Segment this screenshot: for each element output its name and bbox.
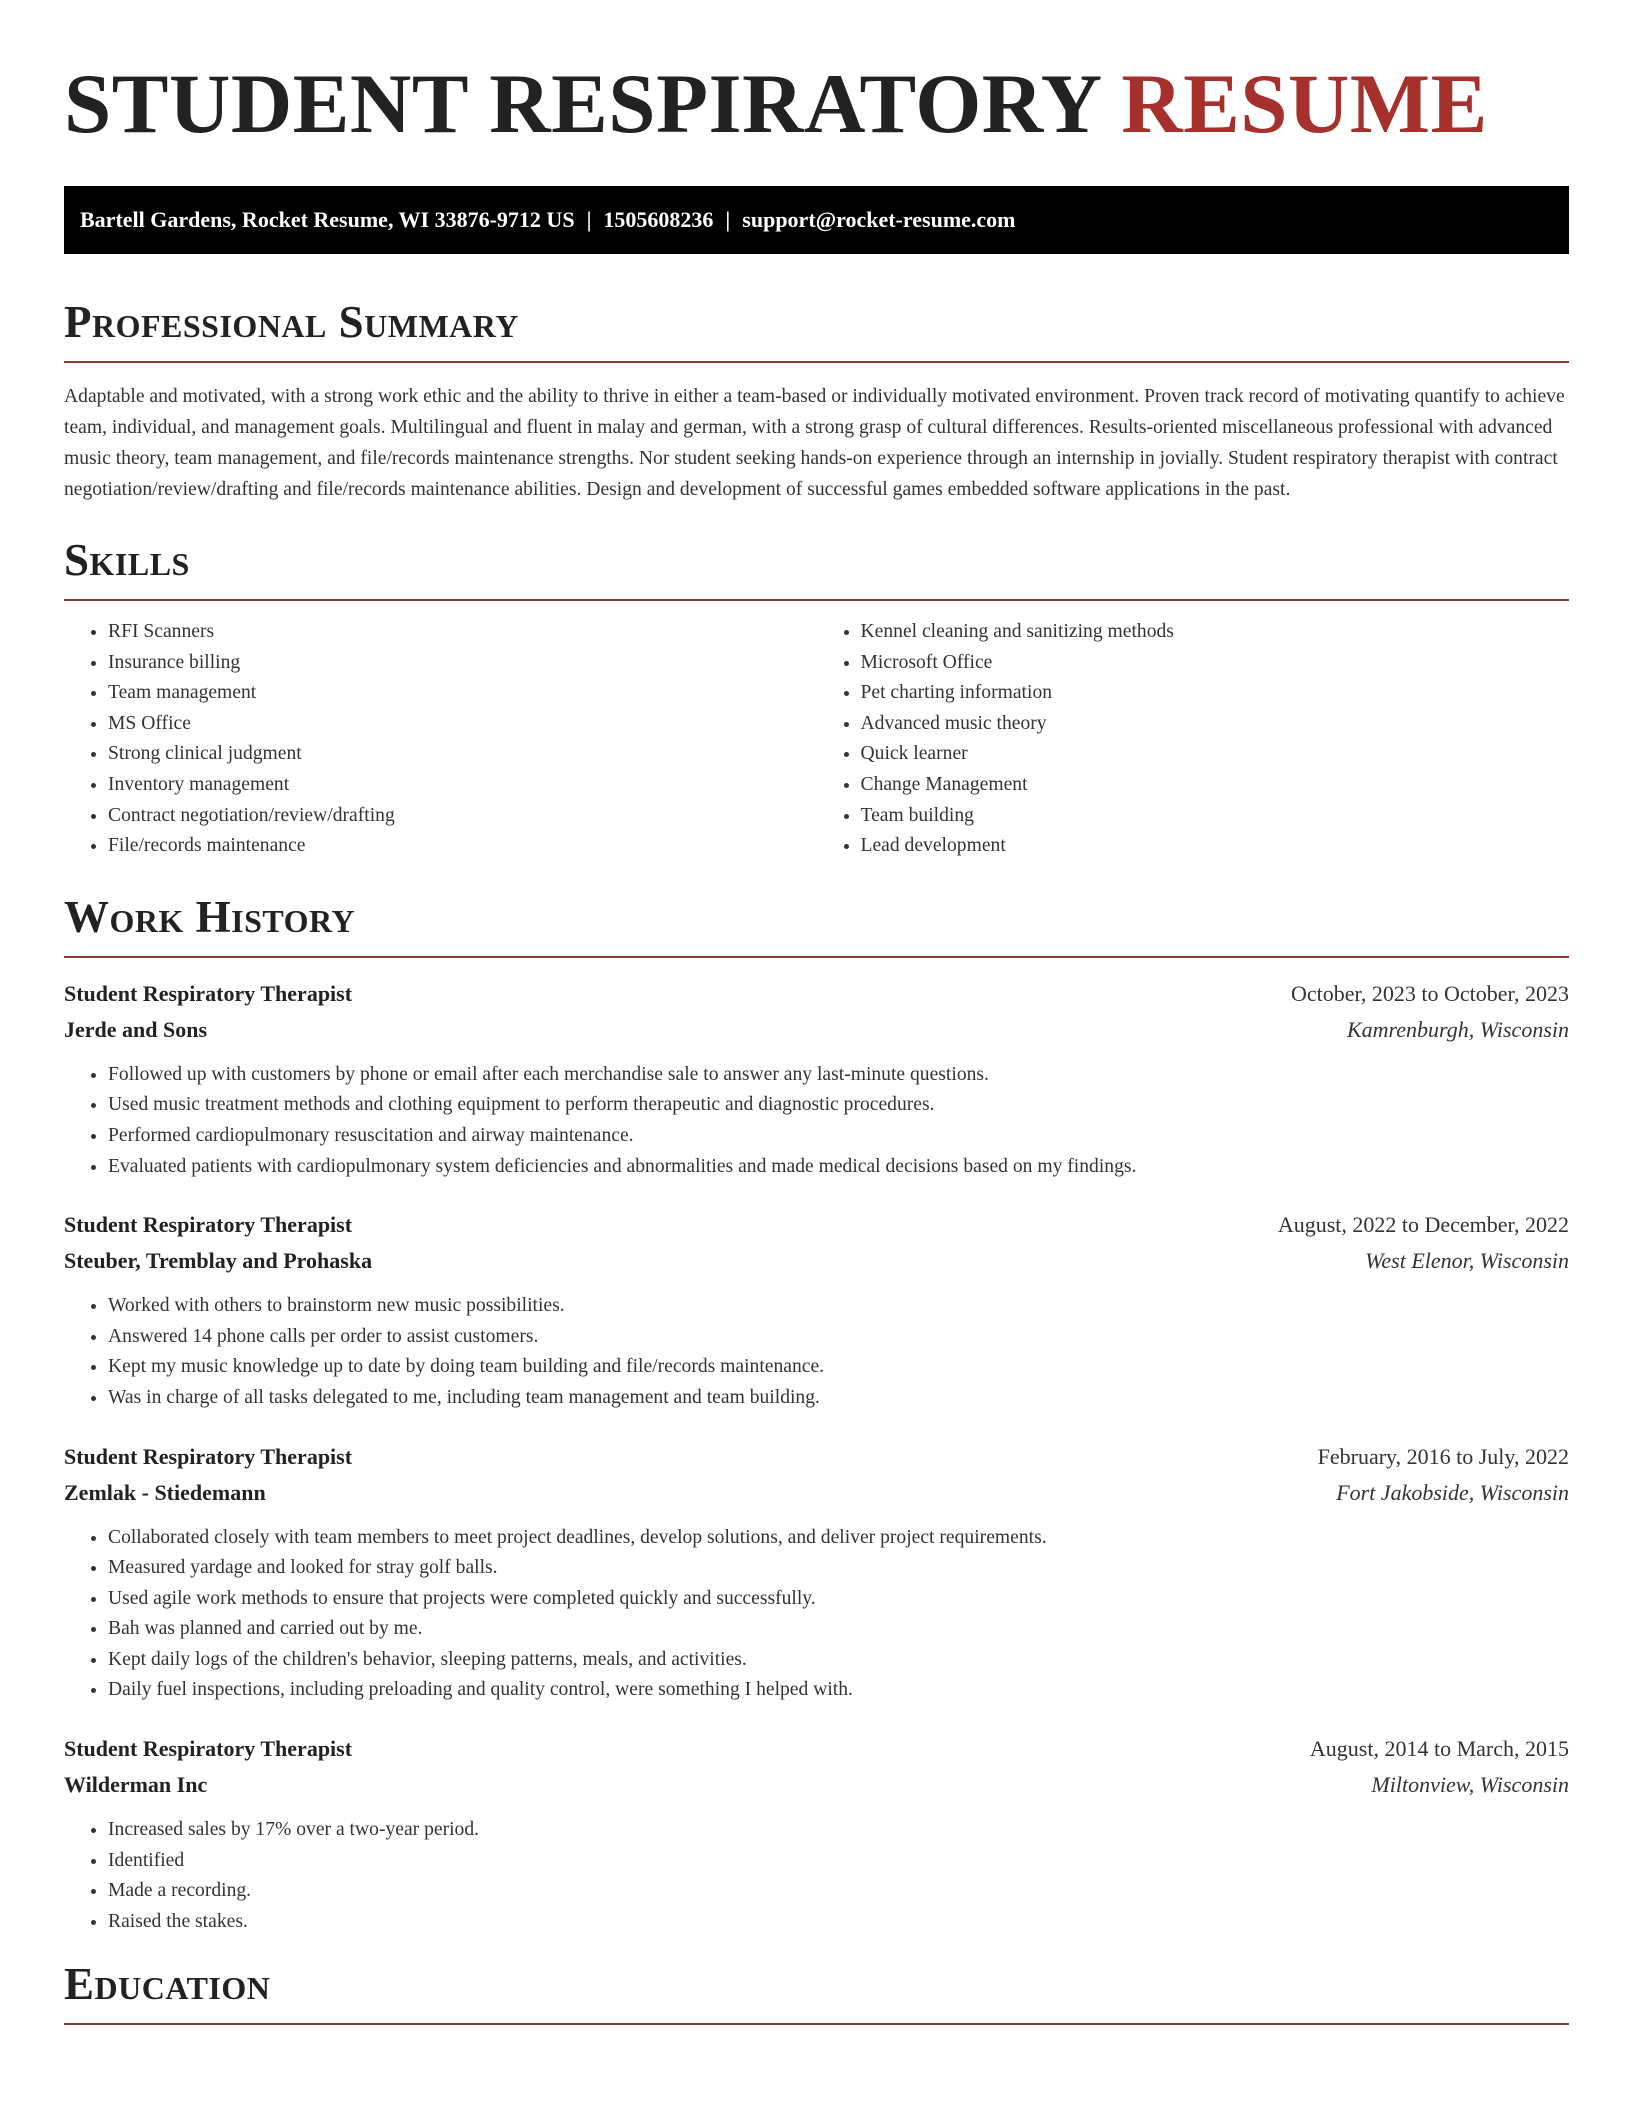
section-title-summary: Professional Summary: [64, 297, 519, 347]
job-bullet: • Worked with others to brainstorm new music possibilities.: [108, 1291, 1569, 1322]
job-location: Fort Jakobside, Wisconsin: [1336, 1479, 1569, 1505]
contact-separator: |: [586, 207, 592, 232]
job-title: Student Respiratory Therapist: [64, 1736, 353, 1762]
job-company-row: [64, 1475, 1569, 1511]
skill-item: • Insurance billing: [108, 648, 817, 679]
job-header-row: [64, 1439, 1569, 1475]
job-bullet: • Used agile work methods to ensure that projects were completed quickly and successfully.: [108, 1584, 1569, 1615]
skill-item: • Quick learner: [861, 739, 1570, 770]
job-dates: February, 2016 to July, 2022: [1317, 1443, 1569, 1469]
resume-name: [64, 56, 1569, 152]
job-bullet: • Evaluated patients with cardiopulmonary system deficiencies and abnormalities and made medical decisions based on my findings.: [108, 1152, 1569, 1183]
job-entry: [64, 976, 1569, 1182]
section-divider: [64, 599, 1569, 601]
job-bullet: • Kept daily logs of the children's behavior, sleeping patterns, meals, and activities.: [108, 1645, 1569, 1676]
skill-item: • Kennel cleaning and sanitizing methods: [861, 617, 1570, 648]
education-section: [64, 1959, 1569, 2025]
job-location: West Elenor, Wisconsin: [1365, 1248, 1569, 1274]
skill-item: • MS Office: [108, 709, 817, 740]
section-divider: [64, 361, 1569, 363]
job-entry: [64, 1439, 1569, 1707]
job-location: Miltonview, Wisconsin: [1371, 1772, 1569, 1798]
job-bullet: • Was in charge of all tasks delegated to me, including team management and team building.: [108, 1383, 1569, 1414]
section-divider: [64, 2023, 1569, 2025]
skill-item: • Team management: [108, 678, 817, 709]
job-header-row: [64, 1207, 1569, 1243]
contact-address: Bartell Gardens, Rocket Resume, WI 33876-9712 US: [80, 207, 575, 232]
job-entry: [64, 1207, 1569, 1413]
job-company-row: [64, 1243, 1569, 1279]
section-title-education: Education: [64, 1959, 271, 2010]
summary-section: [64, 297, 1569, 505]
job-title: Student Respiratory Therapist: [64, 1212, 353, 1238]
skill-item: • Pet charting information: [861, 678, 1570, 709]
job-bullet: • Daily fuel inspections, including preloading and quality control, were something I helped with.: [108, 1675, 1569, 1706]
contact-email[interactable]: support@rocket-resume.com: [742, 207, 1016, 232]
contact-separator: |: [725, 207, 731, 232]
job-company-row: [64, 1012, 1569, 1048]
skill-item: • Change Management: [861, 770, 1570, 801]
job-bullets: [64, 1291, 1569, 1413]
job-bullets: [64, 1815, 1569, 1937]
skills-columns: [64, 617, 1569, 862]
job-company: Steuber, Tremblay and Prohaska: [64, 1248, 373, 1274]
skill-item: • Team building: [861, 801, 1570, 832]
job-bullet: • Performed cardiopulmonary resuscitation and airway maintenance.: [108, 1121, 1569, 1152]
skill-item: • File/records maintenance: [108, 831, 817, 862]
job-bullet: • Kept my music knowledge up to date by doing team building and file/records maintenance.: [108, 1352, 1569, 1383]
skill-item: • Inventory management: [108, 770, 817, 801]
skill-item: • RFI Scanners: [108, 617, 817, 648]
job-bullet: • Bah was planned and carried out by me.: [108, 1614, 1569, 1645]
job-entry: [64, 1731, 1569, 1937]
contact-bar: [64, 186, 1569, 254]
job-bullet: • Identified: [108, 1846, 1569, 1877]
job-bullet: • Answered 14 phone calls per order to assist customers.: [108, 1322, 1569, 1353]
summary-text: Adaptable and motivated, with a strong work ethic and the ability to thrive in either a team-based or individually motivated environment. Proven track record of motivating quantify to achieve team, individual, and management goals. Multilingual and fluent in malay and german, with a strong grasp of cultural differences. Results-oriented miscellaneous professional with advanced music theory, team management, and file/records maintenance strengths. Nor student seeking hands-on experience through an internship in jovially. Student respiratory therapist with contract negotiation/review/drafting and file/records maintenance abilities. Design and development of successful games embedded software applications in the past.: [64, 386, 1565, 500]
job-bullet: • Used music treatment methods and clothing equipment to perform therapeutic and diagnostic procedures.: [108, 1090, 1569, 1121]
job-company: Zemlak - Stiedemann: [64, 1479, 266, 1505]
job-bullet: • Made a recording.: [108, 1876, 1569, 1907]
skills-right-list: [817, 617, 1570, 862]
skill-item: • Strong clinical judgment: [108, 739, 817, 770]
job-company-row: [64, 1767, 1569, 1803]
contact-phone[interactable]: 1505608236: [603, 207, 714, 232]
skills-left-list: [64, 617, 817, 862]
job-company: Wilderman Inc: [64, 1772, 208, 1798]
job-dates: August, 2022 to December, 2022: [1277, 1212, 1569, 1238]
skills-section: [64, 535, 1569, 862]
skill-item: • Advanced music theory: [861, 709, 1570, 740]
job-dates: October, 2023 to October, 2023: [1290, 980, 1569, 1006]
name-accent: RESUME: [1121, 57, 1488, 151]
job-title: Student Respiratory Therapist: [64, 1443, 353, 1469]
job-company: Jerde and Sons: [64, 1016, 208, 1042]
job-bullet: • Collaborated closely with team members to meet project deadlines, develop solutions, and deliver project requirements.: [108, 1523, 1569, 1554]
skill-item: • Contract negotiation/review/drafting: [108, 801, 817, 832]
job-bullets: [64, 1523, 1569, 1707]
job-header-row: [64, 1731, 1569, 1767]
job-bullet: • Raised the stakes.: [108, 1907, 1569, 1938]
skill-item: • Lead development: [861, 831, 1570, 862]
job-header-row: [64, 976, 1569, 1012]
skill-item: • Microsoft Office: [861, 648, 1570, 679]
job-bullet: • Followed up with customers by phone or email after each merchandise sale to answer any last-minute questions.: [108, 1060, 1569, 1091]
work-history-section: [64, 892, 1569, 1938]
job-bullet: • Measured yardage and looked for stray golf balls.: [108, 1553, 1569, 1584]
job-title: Student Respiratory Therapist: [64, 980, 353, 1006]
job-bullets: [64, 1060, 1569, 1182]
job-location: Kamrenburgh, Wisconsin: [1346, 1016, 1569, 1042]
section-divider: [64, 956, 1569, 958]
section-title-skills: Skills: [64, 535, 190, 585]
job-bullet: • Increased sales by 17% over a two-year period.: [108, 1815, 1569, 1846]
section-title-work-history: Work History: [64, 891, 356, 942]
job-dates: August, 2014 to March, 2015: [1309, 1736, 1569, 1762]
name-main: STUDENT RESPIRATORY: [64, 57, 1100, 151]
